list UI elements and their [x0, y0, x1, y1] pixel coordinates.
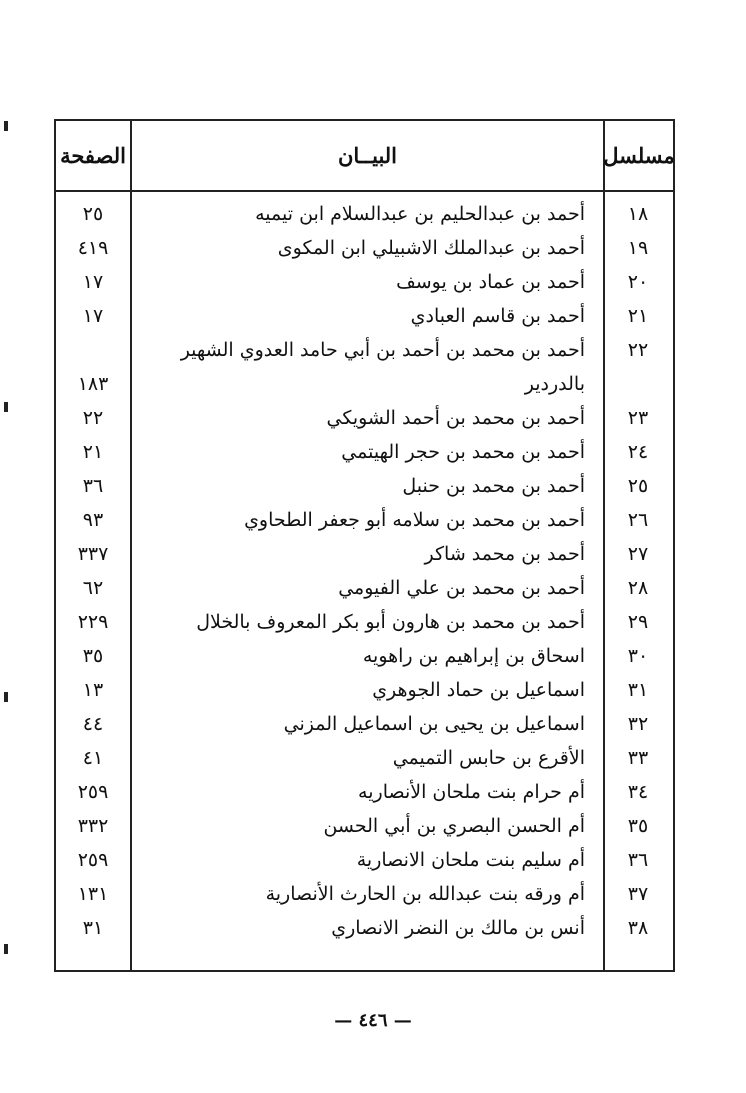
page-number: — ٤٤٦ —: [334, 1010, 412, 1031]
page-cell: ١٧: [82, 305, 104, 327]
margin-mark: [4, 944, 8, 954]
description-cell: أحمد بن محمد بن أحمد الشويكي: [326, 407, 585, 429]
header-serial: مسلسل: [603, 143, 675, 168]
table-row: [56, 469, 673, 503]
serial-cell: ٣٨: [627, 917, 649, 939]
page-cell: ٢٢٩: [77, 611, 109, 633]
description-cell: أم ورقه بنت عبدالله بن الحارث الأنصارية: [265, 883, 585, 905]
page-cell: ٤٤: [82, 713, 104, 735]
serial-cell: ١٩: [627, 237, 649, 259]
table-row: [56, 775, 673, 809]
header-divider: [56, 190, 673, 192]
table-row: [56, 265, 673, 299]
table-row: [56, 605, 673, 639]
description-cell: أم حرام بنت ملحان الأنصاريه: [358, 781, 585, 803]
table-row: [56, 197, 673, 231]
table-row: [56, 843, 673, 877]
serial-cell: ٢٣: [627, 407, 649, 429]
table-row: [56, 571, 673, 605]
description-cell: أحمد بن محمد شاكر: [424, 543, 585, 565]
margin-mark: [4, 121, 8, 131]
serial-cell: ٢٧: [627, 543, 649, 565]
header-page: الصفحة: [60, 143, 126, 168]
page-cell: ٣٣٧: [77, 543, 109, 565]
table-row: [56, 231, 673, 265]
description-cell: أم سليم بنت ملحان الانصارية: [356, 849, 585, 871]
description-cell: اسماعيل بن يحيى بن اسماعيل المزني: [283, 713, 585, 735]
page-cell: ٢١: [82, 441, 104, 463]
description-cell: الأقرع بن حابس التميمي: [392, 747, 585, 769]
table-row: [56, 673, 673, 707]
description-cell: أحمد بن محمد بن حجر الهيتمي: [341, 441, 585, 463]
margin-mark: [4, 692, 8, 702]
page-cell: ١٨٣: [77, 373, 109, 395]
description-cell: أحمد بن محمد بن أحمد بن أبي حامد العدوي الشهير بالدردير: [180, 339, 585, 395]
serial-cell: ٣٧: [627, 883, 649, 905]
description-cell: أم الحسن البصري بن أبي الحسن: [323, 815, 585, 837]
table-row: [56, 537, 673, 571]
table-row: [56, 707, 673, 741]
page-cell: ١٣: [82, 679, 104, 701]
serial-cell: ٣٥: [627, 815, 649, 837]
page-cell: ٦٢: [82, 577, 104, 599]
description-cell: أحمد بن قاسم العبادي: [410, 305, 585, 327]
serial-cell: ٢٩: [627, 611, 649, 633]
table-row: [56, 299, 673, 333]
description-cell: أحمد بن محمد بن حنبل: [402, 475, 585, 497]
index-table: [54, 119, 675, 972]
description-cell: أحمد بن عبدالملك الاشبيلي ابن المكوى: [277, 237, 585, 259]
page-cell: ١٧: [82, 271, 104, 293]
table-row: [56, 877, 673, 911]
table-row: [56, 333, 673, 401]
serial-cell: ٢٤: [627, 441, 649, 463]
table-row: [56, 401, 673, 435]
table-row: [56, 741, 673, 775]
description-cell: اسحاق بن إبراهيم بن راهويه: [362, 645, 585, 667]
serial-cell: ٢٨: [627, 577, 649, 599]
description-cell: أحمد بن محمد بن هارون أبو بكر المعروف بالخلال: [196, 611, 585, 633]
serial-cell: ١٨: [627, 203, 649, 225]
serial-cell: ٢٦: [627, 509, 649, 531]
page-cell: ٣٣٢: [77, 815, 109, 837]
page-cell: ٩٣: [82, 509, 104, 531]
serial-cell: ٣٢: [627, 713, 649, 735]
table-row: [56, 809, 673, 843]
description-cell: أنس بن مالك بن النضر الانصاري: [331, 917, 585, 939]
page-cell: ٢٢: [82, 407, 104, 429]
page-cell: ٢٥٩: [77, 781, 109, 803]
page-cell: ٣٥: [82, 645, 104, 667]
table-row: [56, 911, 673, 945]
page-cell: ١٣١: [77, 883, 109, 905]
serial-cell: ٣٠: [627, 645, 649, 667]
serial-cell: ٣٦: [627, 849, 649, 871]
table-row: [56, 503, 673, 537]
margin-mark: [4, 402, 8, 412]
description-cell: أحمد بن محمد بن سلامه أبو جعفر الطحاوي: [244, 509, 585, 531]
header-description: البيــان: [337, 143, 398, 168]
table-row: [56, 639, 673, 673]
page-cell: ٢٥٩: [77, 849, 109, 871]
page-cell: ٢٥: [82, 203, 104, 225]
serial-cell: ٣٤: [627, 781, 649, 803]
page-cell: ٣٦: [82, 475, 104, 497]
page-cell: ٤١: [82, 747, 104, 769]
description-cell: أحمد بن محمد بن علي الفيومي: [338, 577, 585, 599]
table-row: [56, 435, 673, 469]
description-cell: اسماعيل بن حماد الجوهري: [372, 679, 585, 701]
serial-cell: ٢٢: [627, 339, 649, 361]
serial-cell: ٣٣: [627, 747, 649, 769]
serial-cell: ٢١: [627, 305, 649, 327]
serial-cell: ٣١: [627, 679, 649, 701]
serial-cell: ٢٥: [627, 475, 649, 497]
description-cell: أحمد بن عماد بن يوسف: [396, 271, 585, 293]
description-cell: أحمد بن عبدالحليم بن عبدالسلام ابن تيميه: [255, 203, 585, 225]
page-cell: ٣١: [82, 917, 104, 939]
serial-cell: ٢٠: [627, 271, 649, 293]
page-cell: ٤١٩: [77, 237, 109, 259]
